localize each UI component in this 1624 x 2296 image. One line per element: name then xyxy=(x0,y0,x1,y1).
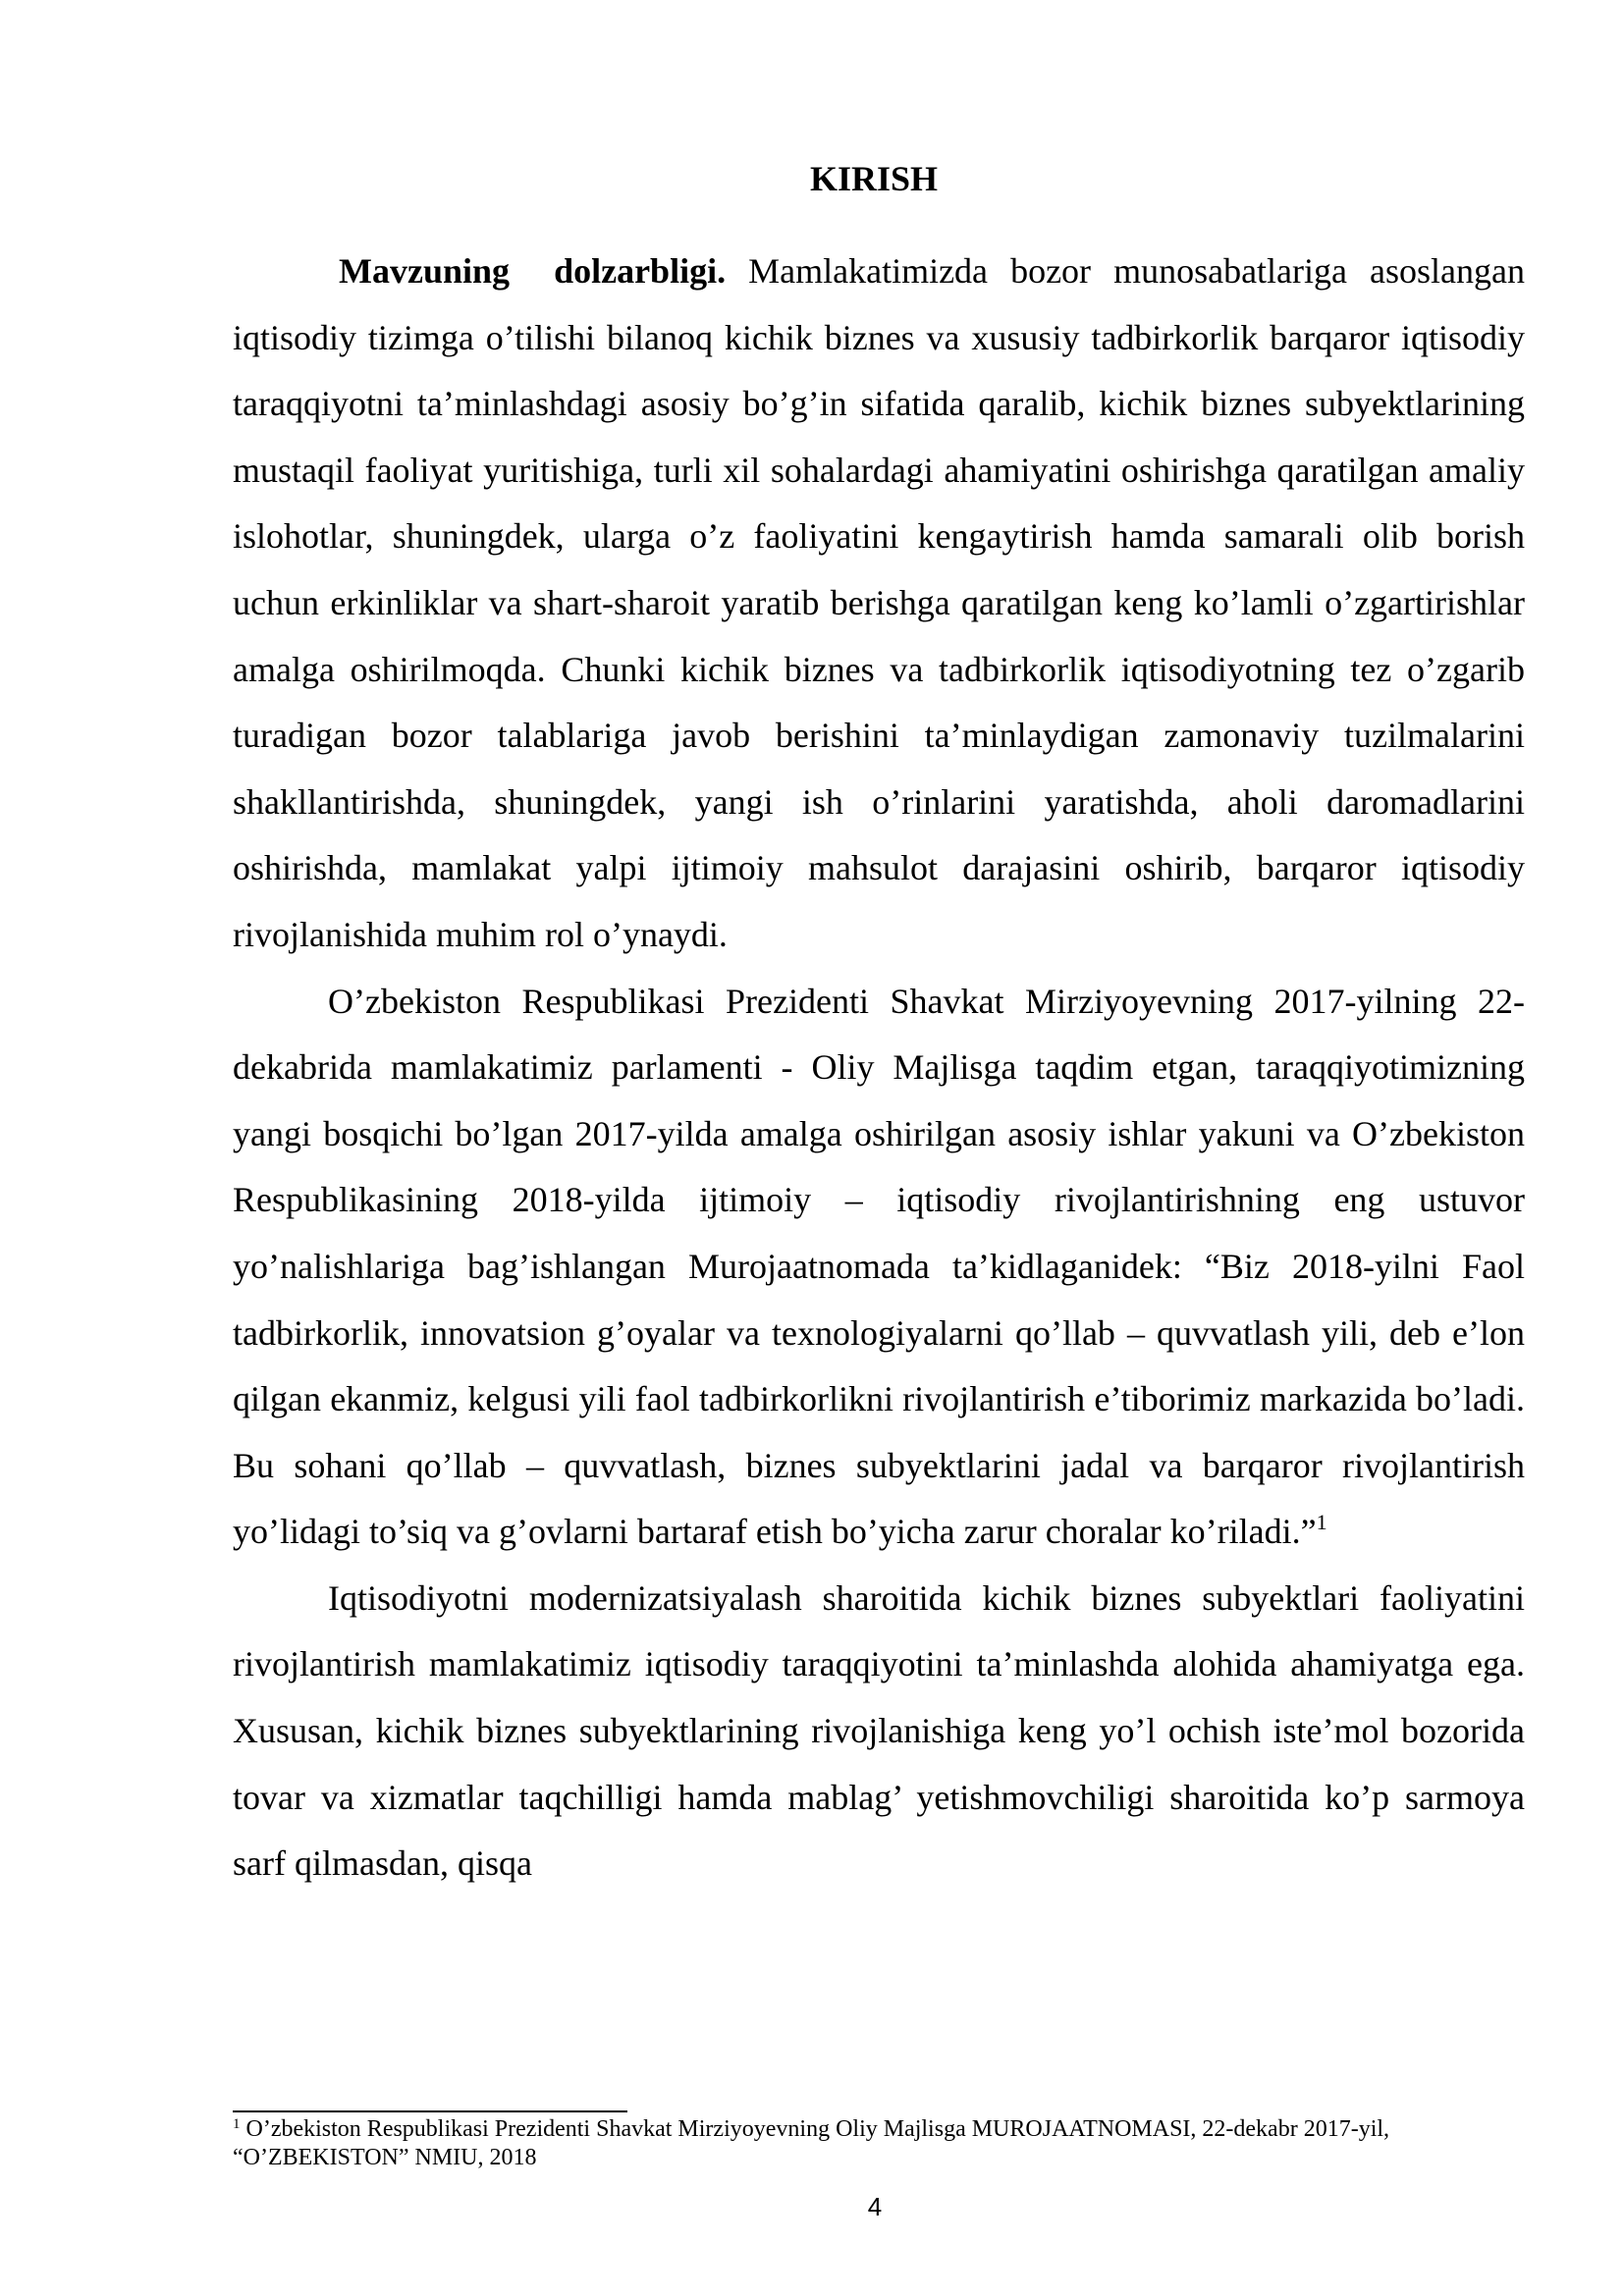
paragraph-lead-heading: Mavzuning dolzarbligi. xyxy=(339,251,727,291)
footnote-number: 1 xyxy=(233,2116,241,2132)
paragraph-modernization-text: Iqtisodiyotni modernizatsiyalash sharoitida kichik biznes subyektlari faoliyatini rivojlantirish mamlakatimiz iqtisodiy taraqqiyotini ta’minlashda alohida ahamiyatga ega. Xususan, kichik biznes subyektlarining rivojlanishiga keng yo’l ochish iste’mol bozorida tovar va xizmatlar taqchilligi hamda mablag’ yetishmovchiligi sharoitida ko’p sarmoya sarf qilmasdan, qisqa xyxy=(233,1577,1525,1884)
footnote-text: O’zbekiston Respublikasi Prezidenti Shavkat Mirziyoyevning Oliy Majlisga MUROJAATNOMASI, 22-dekabr 2017-yil, “O’ZBEKISTON” NMIU, 2018 xyxy=(233,2116,1390,2170)
page-number: 4 xyxy=(867,2192,883,2221)
paragraph-president-address-text: O’zbekiston Respublikasi Prezidenti Shavkat Mirziyoyevning 2017-yilning 22-dekabrida mamlakatimiz parlamenti - Oliy Majlisga taqdim etgan, taraqqiyotimizning yangi bosqichi bo’lgan 2017-yilda amalga oshirilgan asosiy ishlar yakuni va O’zbekiston Respublikasining 2018-yilda ijtimoiy – iqtisodiy rivojlantirishning eng ustuvor yo’nalishlariga bag’ishlangan Murojaatnomada ta’kidlaganidek: “Biz 2018-yilni Faol tadbirkorlik, innovatsion g’oyalar va texnologiyalarni qo’llab – quvvatlash yili, deb e’lon qilgan ekanmiz, kelgusi yili faol tadbirkorlikni rivojlantirish e’tiborimiz markazida bo’ladi. Bu sohani qo’llab – quvvatlash, biznes subyektlarini jadal va barqaror rivojlantirish yo’lidagi to’siq va g’ovlarni bartaraf etish bo’yicha zarur choralar ko’riladi.” xyxy=(233,981,1525,1552)
body-text xyxy=(233,239,1525,1897)
paragraph-president-address xyxy=(233,969,1525,1566)
paragraph-relevance-text: Mamlakatimizda bozor munosabatlariga asoslangan iqtisodiy tizimga o’tilishi bilanoq kichik biznes va xususiy tadbirkorlik barqaror iqtisodiy taraqqiyotni ta’minlashdagi asosiy bo’g’in sifatida qaralib, kichik biznes subyektlarining mustaqil faoliyat yuritishiga, turli xil sohalardagi ahamiyatini oshirishga qaratilgan amaliy islohotlar, shuningdek, ularga o’z faoliyatini kengaytirish hamda samarali olib borish uchun erkinliklar va shart-sharoit yaratib berishga qaratilgan keng ko’lamli o’zgartirishlar amalga oshirilmoqda. Chunki kichik biznes va tadbirkorlik iqtisodiyotning tez o’zgarib turadigan bozor talablariga javob berishini ta’minlaydigan zamonaviy tuzilmalarini shakllantirishda, shuningdek, yangi ish o’rinlarini yaratishda, aholi daromadlarini oshirishda, mamlakat yalpi ijtimoiy mahsulot darajasini oshirib, barqaror iqtisodiy rivojlanishida muhim rol o’ynaydi. xyxy=(233,251,1525,954)
paragraph-relevance xyxy=(233,239,1525,969)
footnote xyxy=(233,2115,1525,2172)
paragraph-modernization xyxy=(233,1566,1525,1897)
footnote-separator xyxy=(233,2110,627,2112)
footnote-reference[interactable]: 1 xyxy=(1316,1510,1327,1535)
page-title: KIRISH xyxy=(809,159,939,198)
